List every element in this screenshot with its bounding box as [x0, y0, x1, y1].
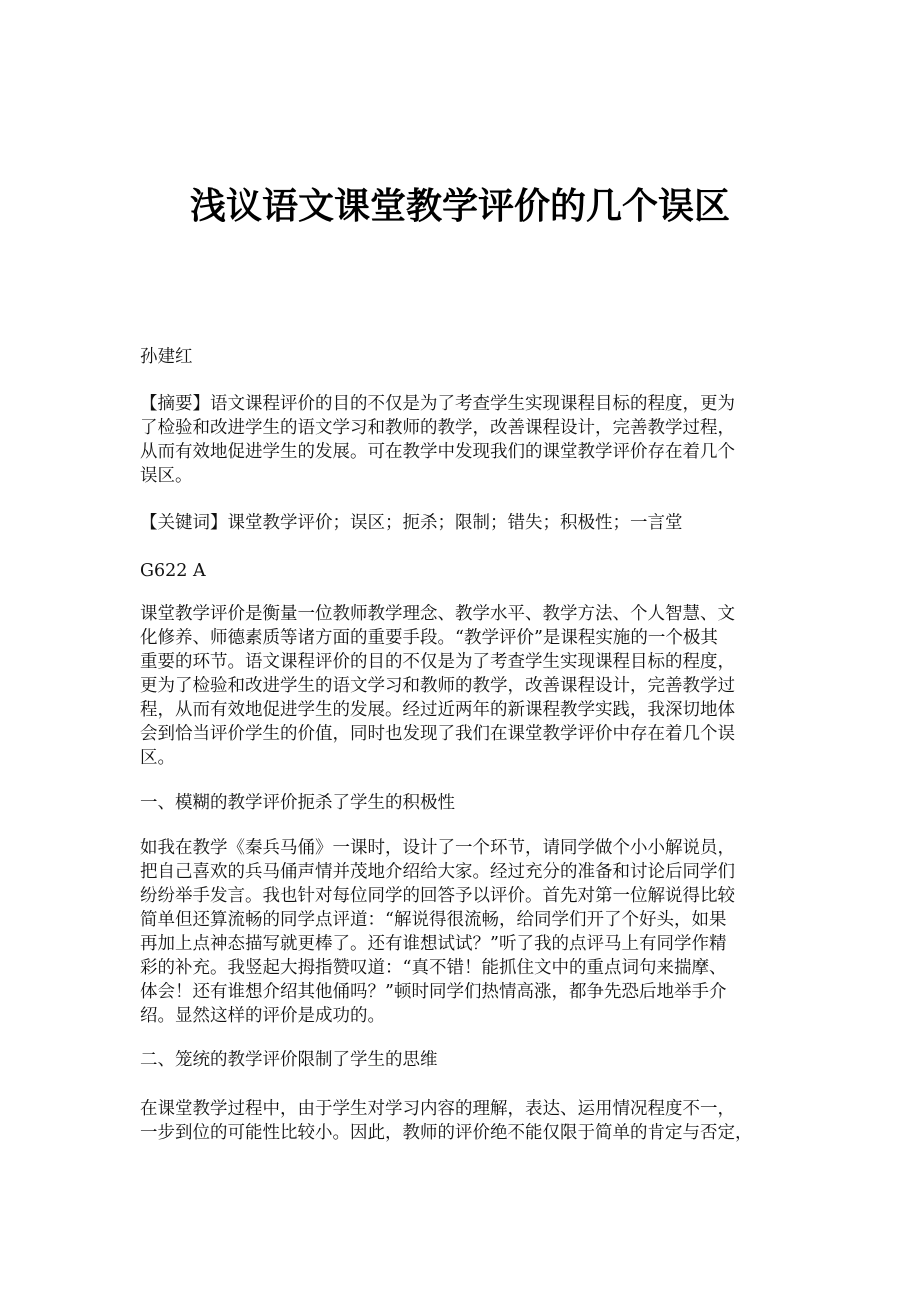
intro-line: 更为了检验和改进学生的语文学习和教师的教学，改善课程设计，完善教学过: [140, 676, 735, 696]
section-1-line: 体会！还有谁想介绍其他俑吗？”顿时同学们热情高涨，都争先恐后地举手介: [140, 982, 727, 1002]
intro-line: 程，从而有效地促进学生的发展。经过近两年的新课程教学实践，我深切地体: [140, 700, 735, 720]
section-1-paragraph: [140, 836, 780, 1028]
author-name: 孙建红: [140, 347, 193, 367]
section-1-line: 再加上点神态描写就更棒了。还有谁想试试？”听了我的点评马上有同学作精: [140, 934, 727, 954]
section-1-line: 绍。显然这样的评价是成功的。: [140, 1006, 385, 1026]
section-1-line: 如我在教学《秦兵马俑》一课时，设计了一个环节，请同学做个小小解说员，: [140, 838, 735, 858]
abstract-line: 【摘要】语文课程评价的目的不仅是为了考查学生实现课程目标的程度，更为: [140, 394, 735, 414]
section-1-line: 把自己喜欢的兵马俑声情并茂地介绍给大家。经过充分的准备和讨论后同学们: [140, 862, 735, 882]
abstract-paragraph: [140, 392, 780, 488]
intro-line: 会到恰当评价学生的价值，同时也发现了我们在课堂教学评价中存在着几个误: [140, 724, 735, 744]
section-1-line: 纷纷举手发言。我也针对每位同学的回答予以评价。首先对第一位解说得比较: [140, 886, 735, 906]
section-2-line: 一步到位的可能性比较小。因此，教师的评价绝不能仅限于简单的肯定与否定，: [140, 1123, 753, 1143]
document-title: 浅议语文课堂教学评价的几个误区: [189, 185, 730, 227]
abstract-line: 了检验和改进学生的语文学习和教师的教学，改善课程设计，完善教学过程，: [140, 418, 735, 438]
intro-line: 课堂教学评价是衡量一位教师教学理念、教学水平、教学方法、个人智慧、文: [140, 604, 735, 624]
keywords-line: 【关键词】课堂教学评价；误区；扼杀；限制；错失；积极性；一言堂: [140, 513, 683, 533]
section-1-line: 简单但还算流畅的同学点评道：“解说得很流畅，给同学们开了个好头，如果: [140, 910, 727, 930]
section-2-paragraph: [140, 1097, 780, 1145]
intro-line: 重要的环节。语文课程评价的目的不仅是为了考查学生实现课程目标的程度，: [140, 652, 735, 672]
section-1-line: 彩的补充。我竖起大拇指赞叹道：“真不错！能抓住文中的重点词句来揣摩、: [140, 958, 727, 978]
section-2-line: 在课堂教学过程中，由于学生对学习内容的理解，表达、运用情况程度不一，: [140, 1099, 735, 1119]
section-1-heading: 一、模糊的教学评价扼杀了学生的积极性: [140, 793, 455, 813]
intro-line: 区。: [140, 748, 175, 768]
intro-line: 化修养、师德素质等诸方面的重要手段。“教学评价”是课程实施的一个极其: [140, 628, 718, 648]
abstract-line: 误区。: [140, 466, 193, 486]
classification-code: G622 A: [140, 561, 206, 581]
abstract-line: 从而有效地促进学生的发展。可在教学中发现我们的课堂教学评价存在着几个: [140, 442, 735, 462]
intro-paragraph: [140, 602, 780, 770]
section-2-heading: 二、笼统的教学评价限制了学生的思维: [140, 1050, 438, 1070]
